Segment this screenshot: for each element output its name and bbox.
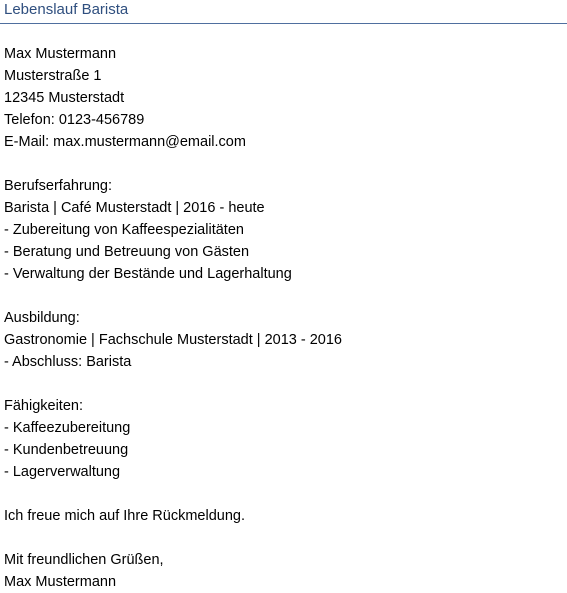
contact-city: 12345 Musterstadt [4, 90, 125, 106]
education-item: - Abschluss: Barista [4, 354, 132, 370]
skills-item: - Kaffeezubereitung [4, 420, 131, 436]
spacer [4, 527, 564, 549]
experience-item: - Zubereitung von Kaffeespezialitäten [4, 222, 244, 238]
spacer [4, 373, 564, 395]
closing-signature: Max Mustermann [4, 574, 117, 590]
experience-position: Barista | Café Musterstadt | 2016 - heute [4, 200, 265, 216]
document-body [4, 43, 564, 593]
experience-item: - Verwaltung der Bestände und Lagerhaltung [4, 266, 292, 282]
contact-name: Max Mustermann [4, 46, 117, 62]
spacer [4, 483, 564, 505]
skills-item: - Lagerverwaltung [4, 464, 121, 480]
skills-item: - Kundenbetreuung [4, 442, 129, 458]
closing-greeting: Mit freundlichen Grüßen, [4, 552, 164, 568]
skills-heading: Fähigkeiten: [4, 398, 83, 414]
document-title: Lebenslauf Barista [4, 1, 129, 18]
experience-heading: Berufserfahrung: [4, 178, 113, 194]
education-entry: Gastronomie | Fachschule Musterstadt | 2013 - 2016 [4, 332, 342, 348]
experience-item: - Beratung und Betreuung von Gästen [4, 244, 250, 260]
contact-email: E-Mail: max.mustermann@email.com [4, 134, 246, 150]
spacer [4, 285, 564, 307]
title-divider [0, 23, 567, 24]
contact-phone: Telefon: 0123-456789 [4, 112, 145, 128]
contact-street: Musterstraße 1 [4, 68, 102, 84]
closing-message: Ich freue mich auf Ihre Rückmeldung. [4, 508, 245, 524]
education-heading: Ausbildung: [4, 310, 80, 326]
spacer [4, 153, 564, 175]
